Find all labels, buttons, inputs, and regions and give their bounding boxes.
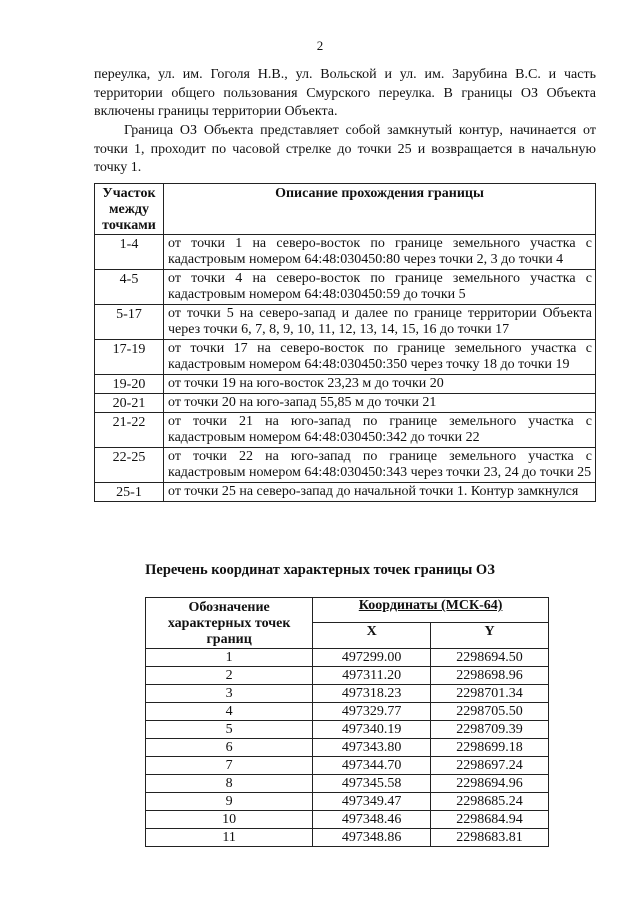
segment-cell: 4-5 [95, 270, 164, 305]
description-cell: от точки 4 на северо-восток по границе земельного участка с кадастровым номером 64:48:030450:59 до точки 5 [164, 270, 596, 305]
point-cell: 8 [146, 775, 313, 793]
table-row [95, 394, 596, 413]
description-cell: от точки 21 на юго-запад по границе земельного участка с кадастровым номером 64:48:030450:342 до точки 22 [164, 413, 596, 448]
intro-paragraph: переулка, ул. им. Гоголя Н.В., ул. Вольской и ул. им. Зарубина В.С. и часть территории общего пользования Смурского переулка. В границы ОЗ Объекта включены границы территории Объекта. [94, 67, 596, 119]
table-row [95, 483, 596, 502]
x-cell: 497349.47 [313, 793, 431, 811]
x-cell: 497345.58 [313, 775, 431, 793]
segment-cell: 5-17 [95, 305, 164, 340]
table-row [146, 793, 549, 811]
table-row [146, 649, 549, 667]
y-cell: 2298694.50 [431, 649, 549, 667]
y-cell: 2298699.18 [431, 739, 549, 757]
coordinates-table [145, 597, 549, 847]
point-cell: 3 [146, 685, 313, 703]
segment-header: Участок между точками [95, 184, 164, 235]
coordinates-header-label: Координаты (МСК-64) [358, 598, 503, 613]
y-cell: 2298685.24 [431, 793, 549, 811]
segment-cell: 20-21 [95, 394, 164, 413]
y-cell: 2298698.96 [431, 667, 549, 685]
segment-cell: 1-4 [95, 235, 164, 270]
x-cell: 497343.80 [313, 739, 431, 757]
table-row [95, 413, 596, 448]
segment-cell: 22-25 [95, 448, 164, 483]
x-cell: 497348.86 [313, 829, 431, 847]
x-cell: 497348.46 [313, 811, 431, 829]
segment-cell: 17-19 [95, 340, 164, 375]
table-row [95, 305, 596, 340]
y-cell: 2298701.34 [431, 685, 549, 703]
point-name-header: Обозначение характерных точек границ [146, 598, 313, 649]
table-row [95, 270, 596, 305]
x-cell: 497311.20 [313, 667, 431, 685]
y-header: Y [431, 622, 549, 648]
point-cell: 4 [146, 703, 313, 721]
table-row [146, 667, 549, 685]
point-cell: 5 [146, 721, 313, 739]
coordinates-header [313, 598, 549, 623]
table-row [146, 739, 549, 757]
table-row [146, 775, 549, 793]
point-cell: 7 [146, 757, 313, 775]
description-header: Описание прохождения границы [164, 184, 596, 235]
table-row [95, 375, 596, 394]
point-cell: 10 [146, 811, 313, 829]
point-cell: 6 [146, 739, 313, 757]
y-cell: 2298684.94 [431, 811, 549, 829]
x-cell: 497340.19 [313, 721, 431, 739]
route-table-header [95, 184, 596, 235]
x-cell: 497344.70 [313, 757, 431, 775]
table-row [95, 448, 596, 483]
point-cell: 9 [146, 793, 313, 811]
description-cell: от точки 1 на северо-восток по границе земельного участка с кадастровым номером 64:48:030450:80 через точки 2, 3 до точки 4 [164, 235, 596, 270]
y-cell: 2298694.96 [431, 775, 549, 793]
table-row [95, 340, 596, 375]
table-row [146, 829, 549, 847]
y-cell: 2298683.81 [431, 829, 549, 847]
page-number: 2 [316, 38, 324, 53]
boundary-route-table [94, 183, 596, 502]
y-cell: 2298697.24 [431, 757, 549, 775]
x-header: X [313, 622, 431, 648]
table-row [146, 703, 549, 721]
table-row [95, 235, 596, 270]
description-cell: от точки 5 на северо-запад и далее по границе территории Объекта через точки 6, 7, 8, 9, 10, 11, 12, 13, 14, 15, 16 до точки 17 [164, 305, 596, 340]
x-cell: 497318.23 [313, 685, 431, 703]
y-cell: 2298705.50 [431, 703, 549, 721]
table-row [146, 685, 549, 703]
x-cell: 497299.00 [313, 649, 431, 667]
description-cell: от точки 22 на юго-запад по границе земельного участка с кадастровым номером 64:48:030450:343 через точки 23, 24 до точки 25 [164, 448, 596, 483]
x-cell: 497329.77 [313, 703, 431, 721]
point-cell: 1 [146, 649, 313, 667]
point-cell: 2 [146, 667, 313, 685]
y-cell: 2298709.39 [431, 721, 549, 739]
description-cell: от точки 20 на юго-запад 55,85 м до точки 21 [164, 394, 596, 413]
segment-cell: 21-22 [95, 413, 164, 448]
segment-cell: 25-1 [95, 483, 164, 502]
table-row [146, 721, 549, 739]
point-cell: 11 [146, 829, 313, 847]
description-cell: от точки 17 на северо-восток по границе земельного участка с кадастровым номером 64:48:030450:350 через точку 18 до точки 19 [164, 340, 596, 375]
coordinates-title: Перечень координат характерных точек границы ОЗ [145, 562, 495, 578]
coords-header-row [146, 598, 549, 623]
table-row [146, 811, 549, 829]
description-cell: от точки 19 на юго-восток 23,23 м до точки 20 [164, 375, 596, 394]
contour-paragraph: Граница ОЗ Объекта представляет собой замкнутый контур, начинается от точки 1, проходит по часовой стрелке до точки 25 и возвращается в начальную точку 1. [94, 123, 596, 175]
table-row [146, 757, 549, 775]
description-cell: от точки 25 на северо-запад до начальной точки 1. Контур замкнулся [164, 483, 596, 502]
segment-cell: 19-20 [95, 375, 164, 394]
